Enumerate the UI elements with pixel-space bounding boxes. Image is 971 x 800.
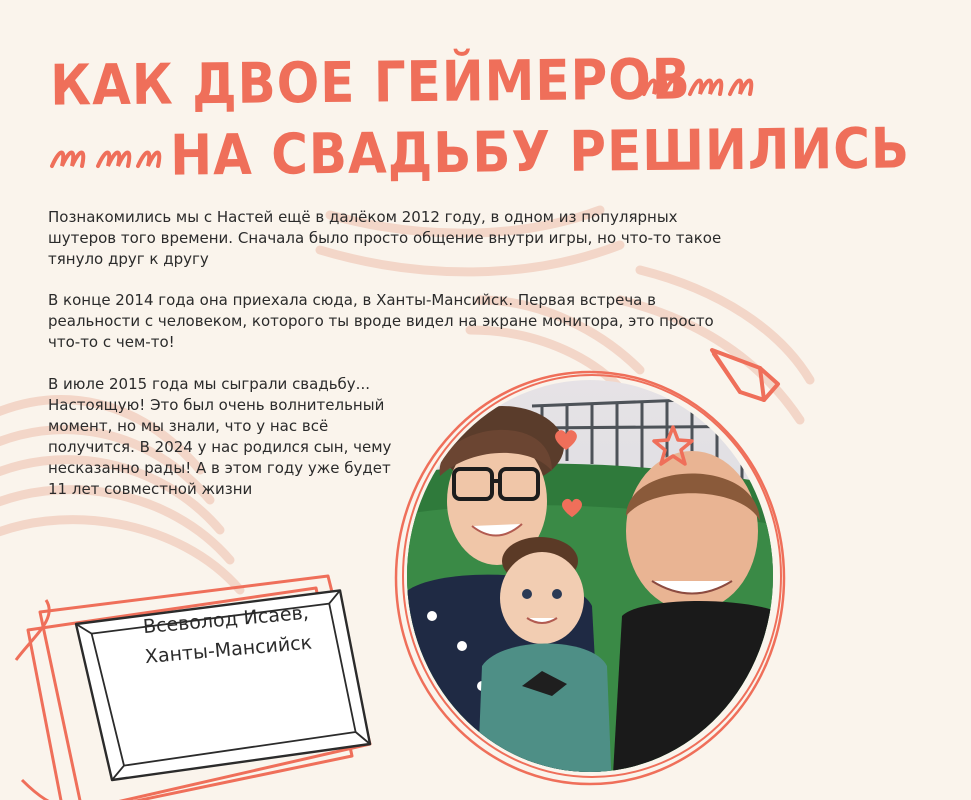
heart-icon	[560, 497, 584, 519]
family-photo	[392, 366, 788, 792]
squiggle-icon	[640, 66, 755, 102]
signature-name: Всеволод Исаев,	[142, 601, 310, 639]
story-paragraph-2: В конце 2014 года она приехала сюда, в Ханты-Мансийск. Первая встреча в реальности с человеком, которого ты вроде видел на экране монитора, это просто что-то с чем-то!	[48, 291, 714, 351]
signature-city: Ханты-Мансийск	[144, 631, 313, 669]
story-paragraph-1: Познакомились мы с Настей ещё в далёком 2012 году, в одном из популярных шутеров того времени. Сначала было просто общение внутри игры, но что-то такое тянуло друг к другу	[48, 208, 722, 268]
photo-frame	[392, 366, 788, 792]
title-line-2: НА СВАДЬБУ РЕШИЛИСЬ	[170, 115, 911, 189]
squiggle-icon	[48, 138, 163, 174]
title-line-1: КАК ДВОЕ ГЕЙМЕРОВ	[50, 46, 692, 119]
star-icon	[652, 424, 694, 466]
heart-icon	[553, 428, 579, 452]
story-paragraph-3: В июле 2015 года мы сыграли свадьбу... Настоящую! Это был очень волнительный момент, но мы знали, что у нас всё получится. В 2024 у нас родился сын, чему несказанно рады! А в этом году уже будет 11 лет совместной жизни	[48, 375, 392, 498]
